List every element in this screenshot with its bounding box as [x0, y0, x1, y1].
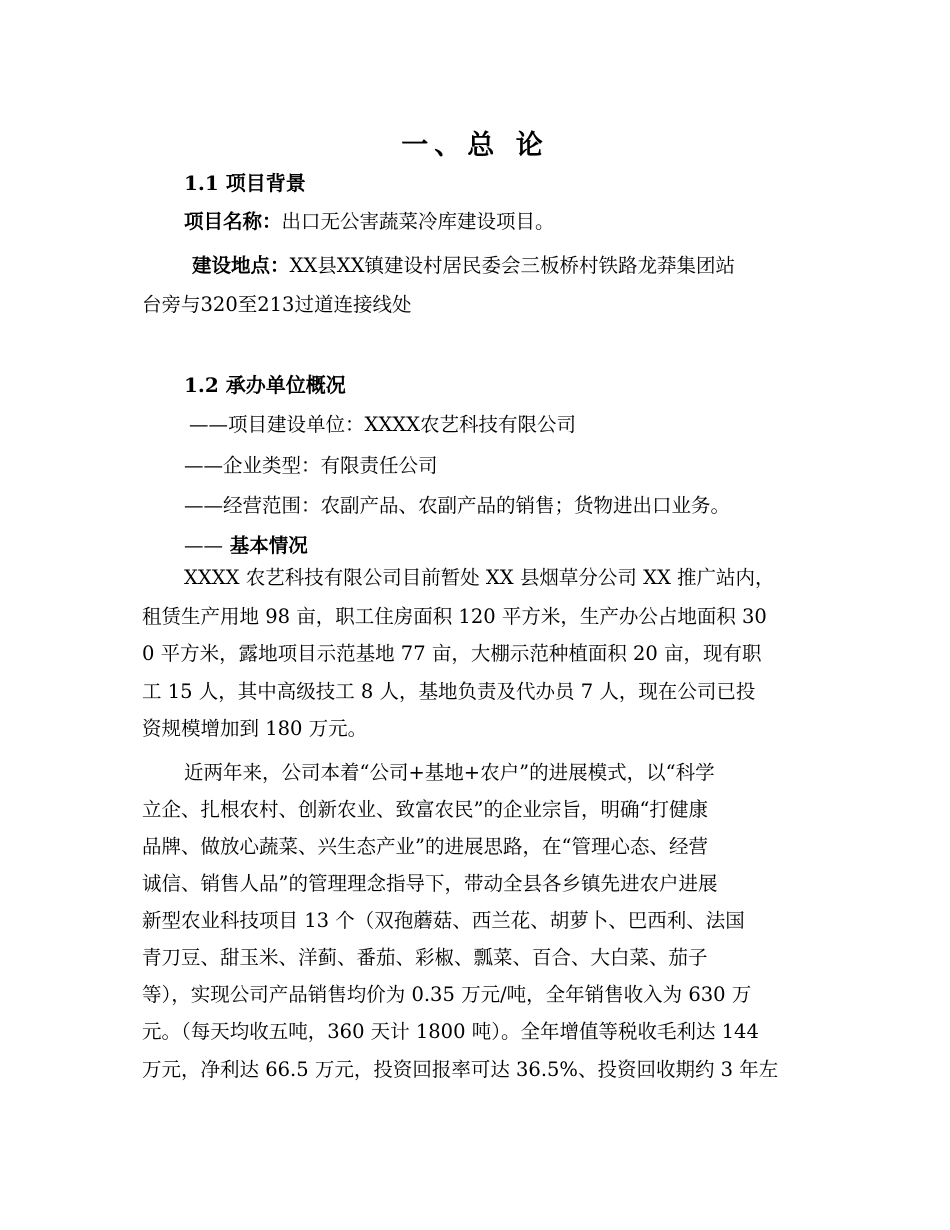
para1-line: 资规模增加到 180 万元。 — [142, 717, 368, 740]
unit-line: ——项目建设单位：XXXX农艺科技有限公司 — [189, 413, 577, 436]
para1-line: XXXX 农艺科技有限公司目前暂处 XX 县烟草分公司 XX 推广站内， — [184, 566, 775, 589]
para2-line: 青刀豆、甜玉米、洋蓟、番茄、彩椒、瓢菜、百合、大白菜、茄子 — [142, 946, 708, 969]
para1-line: 工 15 人，其中高级技工 8 人，基地负责及代办员 7 人，现在公司已投 — [142, 680, 756, 703]
para2-line: 新型农业科技项目 13 个（双孢蘑菇、西兰花、胡萝卜、巴西利、法国 — [142, 909, 745, 932]
basic-info-dash: —— — [184, 534, 223, 557]
para1-line: 租赁生产用地 98 亩，职工住房面积 120 平方米，生产办公占地面积 30 — [142, 605, 767, 628]
enterprise-type-line: ——企业类型：有限责任公司 — [184, 454, 438, 477]
location-line-1 — [192, 253, 872, 279]
para2-line: 万元，净利达 66.5 万元，投资回报率可达 36.5%、投资回收期约 3 年左 — [142, 1058, 779, 1081]
location-label: 建设地点： — [192, 254, 290, 277]
para2-line: 近两年来，公司本着“公司+基地+农户”的进展模式，以“科学 — [184, 761, 715, 784]
para2-line: 立企、扎根农村、创新农业、致富农民”的企业宗旨，明确“打健康 — [142, 798, 708, 821]
project-name-value: 出口无公害蔬菜冷库建设项目。 — [281, 210, 555, 233]
basic-info-heading — [184, 533, 864, 559]
para2-line: 诚信、销售人品”的管理理念指导下，带动全县各乡镇先进农户进展 — [142, 872, 718, 895]
section-heading-1-2: 1.2 承办单位概况 — [184, 373, 346, 397]
para1-line: 0 平方米，露地项目示范基地 77 亩，大棚示范种植面积 20 亩，现有职 — [142, 642, 762, 665]
basic-info-label: 基本情况 — [223, 534, 308, 557]
para2-line: 元。（每天均收五吨，360 天计 1800 吨）。全年增值等税收毛利达 144 — [142, 1020, 759, 1043]
location-value-line-1: XX县XX镇建设村居民委会三板桥村铁路龙莽集团站 — [289, 254, 736, 277]
location-value-line-2: 台旁与320至213过道连接线处 — [142, 293, 412, 316]
project-name-line — [184, 209, 864, 235]
para2-line: 品牌、做放心蔬菜、兴生态产业”的进展思路，在“管理心态、经营 — [142, 835, 708, 858]
chapter-title: 一、总 论 — [401, 130, 549, 161]
section-heading-1-1: 1.1 项目背景 — [184, 171, 306, 195]
project-name-label: 项目名称： — [184, 210, 282, 233]
para2-line: 等），实现公司产品销售均价为 0.35 万元/吨，全年销售收入为 630 万 — [142, 983, 752, 1006]
business-scope-line: ——经营范围：农副产品、农副产品的销售；货物进出口业务。 — [184, 494, 731, 517]
